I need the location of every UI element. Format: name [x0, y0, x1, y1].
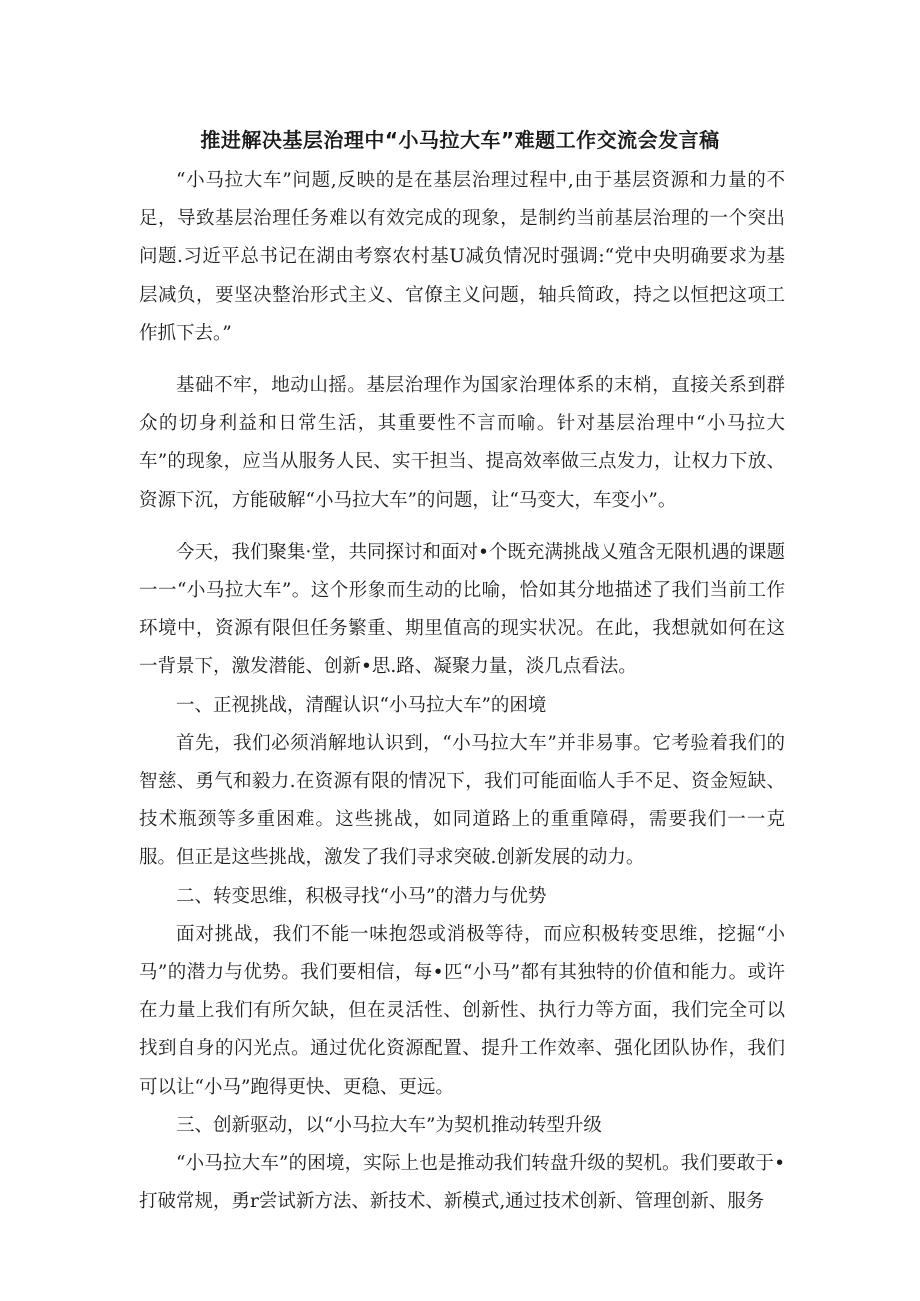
paragraph-foundation: 基础不牢，地动山摇。基层治理作为国家治理体系的末梢，直接关系到群众的切身利益和日常生活，其重要性不言而喻。针对基层治理中“小马拉大车”的现象，应当从服务人民、实干担当、提高效率做三点发力，让权力下放、资源下沉，方能破解“小马拉大车”的问题，让“马变大，车变小”。: [139, 375, 785, 511]
section-heading-3: 三、创新驱动，以“小马拉大车”为契机推动转型升级: [176, 1114, 602, 1136]
section-heading-1: 一、正视挑战，清醒认识“小马拉大车”的困境: [176, 694, 547, 716]
paragraph-intro: “小马拉大车”问题,反映的是在基层治理过程中,由于基层资源和力量的不足，导致基层治理任务难以有效完成的现象，是制约当前基层治理的一个突出问题.习近平总书记在湖由考察农村基U减负情况时强调:“党中央明确要求为基层减负，要坚决整治形式主义、官僚主义问题，轴兵简政，持之以恒把这项工作抓下去。”: [139, 170, 785, 344]
paragraph-section-2: 面对挑战，我们不能一味抱怨或消极等待，而应积极转变思维，挖掘“小马”的潜力与优势。我们要相信，每•匹“小马”都有其独特的价值和能力。或许在力量上我们有所欠缺，但在灵活性、创新性、执行力等方面，我们完全可以找到自身的闪光点。通过优化资源配置、提升工作效率、强化团队协作，我们可以让“小马”跑得更快、更稳、更远。: [139, 923, 785, 1098]
document-body: [139, 162, 785, 1221]
section-heading-2: 二、转变思维，积极寻找“小马”的潜力与优势: [176, 885, 547, 907]
paragraph-today: 今天，我们聚集·堂，共同探讨和面对•个既充满挑战乂殖含无限机遇的课题一一“小马拉大车”。这个形象而生动的比喻，恰如其分地描述了我们当前工作环境中，资源有限但任务繁重、期里值高的现实状况。在此，我想就如何在这一背景下，激发潜能、创新•思.路、凝聚力量，淡几点看法。: [139, 541, 785, 678]
paragraph-section-3: “小马拉大车”的困境，实际上也是推动我们转盘升级的契机。我们要敢于•打破常规，勇r尝试新方法、新技术、新模式,通过技术创新、管理创新、服务: [139, 1153, 785, 1213]
paragraph-section-1: 首先，我们必须消解地认识到，“小马拉大车”并非易事。它考验着我们的智慈、勇气和毅力.在资源有限的情况下，我们可能面临人手不足、资金短缺、技术瓶颈等多重困难。这些挑战，如同道路上的重重障碍，需要我们一一克服。但正是这些挑战，激发了我们寻求突破.创新发展的动力。: [139, 732, 785, 869]
document-title: 推进解决基层治理中“小马拉大车”难题工作交流会发言稿: [200, 128, 720, 152]
